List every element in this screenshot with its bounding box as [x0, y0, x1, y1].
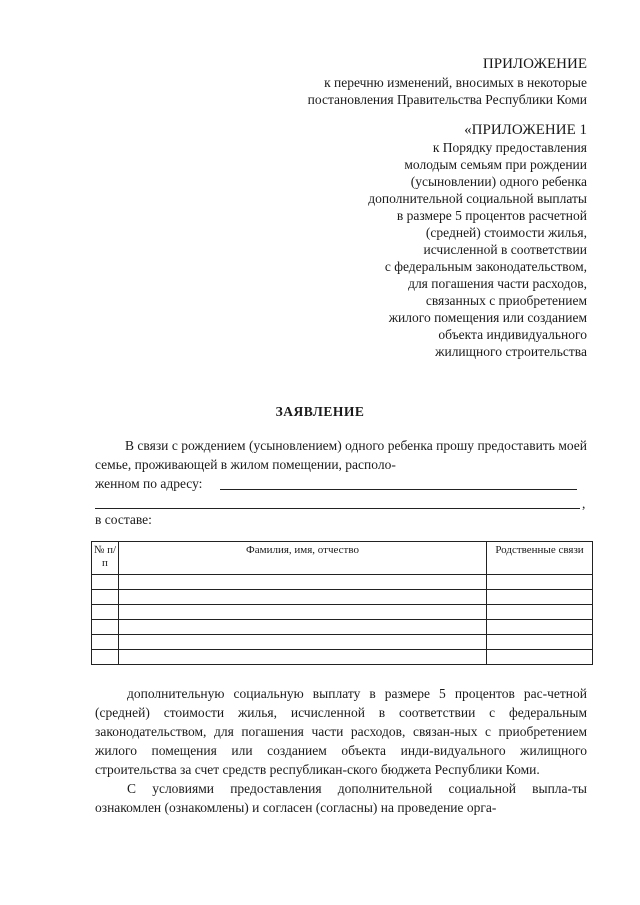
appendix1-line: с федеральным законодательством, [384, 259, 587, 274]
appendix-subtitle [308, 74, 587, 108]
cell-relation[interactable] [487, 635, 593, 650]
family-members-table [91, 541, 593, 665]
appendix1-line: жилищного строительства [435, 344, 587, 359]
statement-paragraph: В связи с рождением (усыновлением) одного ребенка прошу предоставить моей семье, проживающей в жилом помещении, располо- [95, 438, 587, 472]
table-header-row [92, 542, 593, 575]
appendix1-line: (усыновлении) одного ребенка [410, 174, 587, 189]
appendix1-title: «ПРИЛОЖЕНИЕ 1 [464, 122, 587, 138]
composition-label: в составе: [95, 512, 152, 527]
cell-relation[interactable] [487, 575, 593, 590]
table-row [92, 635, 593, 650]
appendix1-line: связанных с приобретением [425, 293, 587, 308]
table-row [92, 605, 593, 620]
appendix1-line: (средней) стоимости жилья, [425, 225, 587, 240]
cell-full-name[interactable] [119, 650, 487, 665]
appendix1-line: для погашения части расходов, [408, 276, 587, 291]
cell-number[interactable] [92, 635, 119, 650]
cell-number[interactable] [92, 575, 119, 590]
address-comma: , [582, 496, 586, 511]
appendix1-line: дополнительной социальной выплаты [368, 191, 587, 206]
payment-paragraph: дополнительную социальную выплату в размере 5 процентов рас-четной (средней) стоимости жилья, исчисленной в соответствии с федеральным законодательством, для погашения части расходов, связан-ных с приобретением жилого помещения или созданием объекта инди-видуального жилищного строительства за счет средств республикан-ского бюджета Республики Коми. [95, 686, 587, 777]
header-relation: Родственные связи [487, 542, 593, 575]
table-row [92, 650, 593, 665]
cell-number[interactable] [92, 605, 119, 620]
statement-title: ЗАЯВЛЕНИЕ [275, 404, 365, 419]
appendix1-line: исчисленной в соответствии [423, 242, 587, 257]
appendix1-line: объекта индивидуального [438, 327, 587, 342]
address-field-line-1[interactable] [220, 489, 577, 490]
cell-full-name[interactable] [119, 635, 487, 650]
appendix1-line: жилого помещения или созданием [388, 310, 587, 325]
cell-relation[interactable] [487, 620, 593, 635]
appendix1-line: в размере 5 процентов расчетной [396, 208, 587, 223]
cell-relation[interactable] [487, 590, 593, 605]
cell-full-name[interactable] [119, 605, 487, 620]
appendix1-line: к Порядку предоставления [432, 140, 587, 155]
address-label: женном по адресу: [95, 476, 203, 491]
appendix-title: ПРИЛОЖЕНИЕ [482, 56, 587, 72]
cell-number[interactable] [92, 620, 119, 635]
header-full-name: Фамилия, имя, отчество [119, 542, 487, 575]
table-row [92, 590, 593, 605]
cell-relation[interactable] [487, 650, 593, 665]
cell-full-name[interactable] [119, 590, 487, 605]
cell-full-name[interactable] [119, 575, 487, 590]
cell-full-name[interactable] [119, 620, 487, 635]
appendix1-block [368, 122, 587, 360]
table-row [92, 575, 593, 590]
table-row [92, 620, 593, 635]
cell-number[interactable] [92, 590, 119, 605]
header-number: № п/п [92, 542, 119, 575]
appendix1-line: молодым семьям при рождении [404, 157, 587, 172]
appendix-subtitle-line: к перечню изменений, вносимых в некоторые [324, 75, 587, 90]
address-field-line-2[interactable] [95, 508, 580, 509]
cell-number[interactable] [92, 650, 119, 665]
cell-relation[interactable] [487, 605, 593, 620]
conditions-paragraph: С условиями предоставления дополнительной социальной выпла-ты ознакомлен (ознакомлены) и согласен (согласны) на проведение орга- [95, 781, 587, 815]
appendix-subtitle-line: постановления Правительства Республики Коми [307, 92, 587, 107]
